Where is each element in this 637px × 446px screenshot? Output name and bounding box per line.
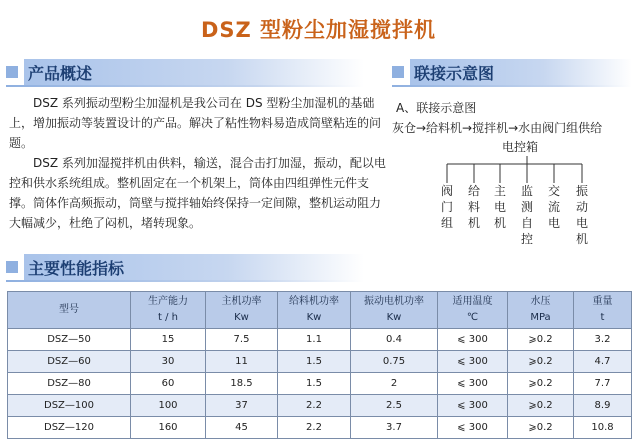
- specs-heading-rule: [6, 280, 364, 282]
- table-cell: 3.2: [574, 329, 632, 351]
- diagram-branch-label: 监 测 自 控: [520, 184, 533, 246]
- table-cell: 15: [131, 329, 206, 351]
- table-cell: 0.4: [351, 329, 438, 351]
- diagram-branch-label: 给 料 机: [467, 184, 480, 230]
- connection-diagram: [392, 98, 632, 138]
- table-cell: ⩽ 300: [438, 351, 508, 373]
- table-header-row: [8, 292, 632, 329]
- table-cell: 160: [131, 417, 206, 439]
- table-cell: ⩽ 300: [438, 329, 508, 351]
- table-cell: 10.8: [574, 417, 632, 439]
- diagram-heading-rule: [392, 85, 632, 87]
- table-row: [8, 395, 632, 417]
- table-row: [8, 417, 632, 439]
- table-cell: DSZ—50: [8, 329, 131, 351]
- column-header-name: 主机功率: [221, 296, 262, 307]
- column-header: [574, 292, 632, 329]
- table-cell: 2.2: [278, 395, 351, 417]
- table-cell: ⩾0.2: [508, 373, 574, 395]
- table-cell: 2.5: [351, 395, 438, 417]
- column-header: [278, 292, 351, 329]
- specs-table: [7, 291, 632, 439]
- table-cell: DSZ—100: [8, 395, 131, 417]
- heading-square-icon: [392, 66, 404, 78]
- table-cell: 30: [131, 351, 206, 373]
- table-cell: 11: [206, 351, 278, 373]
- table-cell: ⩾0.2: [508, 395, 574, 417]
- table-cell: 2.2: [278, 417, 351, 439]
- column-header-name: 重量: [592, 296, 613, 307]
- overview-heading-rule: [6, 85, 364, 87]
- table-body: [8, 329, 632, 439]
- diagram-branch-label: 主 电 机: [493, 184, 506, 230]
- table-cell: ⩾0.2: [508, 329, 574, 351]
- column-header: [438, 292, 508, 329]
- overview-paragraph: DSZ 系列振动型粉尘加湿机是我公司在 DS 型粉尘加湿机的基础上，增加振动等装置设计的产品。解决了粘性物料易造成筒壁粘连的问题。: [9, 96, 382, 150]
- table-cell: ⩾0.2: [508, 351, 574, 373]
- column-header-name: 给料机功率: [289, 296, 339, 307]
- table-cell: 4.7: [574, 351, 632, 373]
- overview-heading: [6, 59, 364, 85]
- overview-paragraph: DSZ 系列加湿搅拌机由供料，输送，混合击打加湿，振动，配以电控和供水系统组成。整机固定在一个机架上，筒体由四组弹性元件支撑。筒体作高频振动，筒壁与搅拌轴始终保持一定间隙，整机运动阻力大幅减少，杜绝了闷机，堵转现象。: [9, 156, 386, 230]
- column-header-unit: Kw: [386, 312, 402, 323]
- diagram-branch-label: 阀 门 组: [440, 184, 453, 230]
- column-header-unit: Kw: [234, 312, 249, 323]
- column-header-name: 振动电机功率: [364, 296, 424, 307]
- column-header-unit: t: [600, 312, 605, 323]
- table-cell: 2: [351, 373, 438, 395]
- column-header: [206, 292, 278, 329]
- table-cell: 18.5: [206, 373, 278, 395]
- column-header-name: 适用温度: [452, 296, 493, 307]
- table-cell: 1.5: [278, 351, 351, 373]
- table-cell: 7.7: [574, 373, 632, 395]
- page-title: DSZ 型粉尘加湿搅拌机: [200, 18, 437, 42]
- heading-square-icon: [6, 66, 18, 78]
- table-cell: 0.75: [351, 351, 438, 373]
- table-cell: ⩽ 300: [438, 373, 508, 395]
- table-cell: 1.1: [278, 329, 351, 351]
- table-cell: 100: [131, 395, 206, 417]
- diagram-branch-label: 交 流 电: [547, 184, 560, 230]
- table-row: [8, 373, 632, 395]
- table-cell: DSZ—120: [8, 417, 131, 439]
- diagram-heading: [392, 59, 632, 85]
- table-cell: ⩽ 300: [438, 417, 508, 439]
- diagram-heading-label: 联接示意图: [410, 59, 632, 85]
- column-header-name: 型号: [59, 304, 79, 315]
- table-cell: 60: [131, 373, 206, 395]
- control-box-label: 电控箱: [502, 140, 539, 154]
- table-cell: 7.5: [206, 329, 278, 351]
- heading-square-icon: [6, 261, 18, 273]
- column-header-unit: Kw: [306, 312, 322, 323]
- table-cell: 8.9: [574, 395, 632, 417]
- table-cell: ⩽ 300: [438, 395, 508, 417]
- overview-heading-label: 产品概述: [24, 59, 364, 85]
- diagram-flow: 灰仓→给料机→搅拌机→水由阀门组供给: [392, 121, 603, 135]
- table-row: [8, 351, 632, 373]
- table-cell: ⩾0.2: [508, 417, 574, 439]
- column-header: [508, 292, 574, 329]
- specs-heading-label: 主要性能指标: [24, 254, 364, 280]
- overview-text: [9, 93, 387, 233]
- column-header-name: 生产能力: [148, 296, 188, 307]
- diagram-branch-label: 振 动 电 机: [575, 184, 588, 246]
- table-cell: 1.5: [278, 373, 351, 395]
- column-header: [131, 292, 206, 329]
- diagram-caption: A、联接示意图: [396, 101, 477, 115]
- specs-heading: [6, 254, 364, 280]
- column-header-unit: ℃: [466, 312, 479, 323]
- column-header-unit: t / h: [158, 312, 178, 323]
- table-cell: 3.7: [351, 417, 438, 439]
- table-row: [8, 329, 632, 351]
- column-header-name: 水压: [530, 296, 551, 307]
- column-header: [8, 292, 131, 329]
- column-header: [351, 292, 438, 329]
- table-cell: 45: [206, 417, 278, 439]
- table-cell: DSZ—80: [8, 373, 131, 395]
- table-cell: 37: [206, 395, 278, 417]
- column-header-unit: MPa: [530, 312, 551, 323]
- table-cell: DSZ—60: [8, 351, 131, 373]
